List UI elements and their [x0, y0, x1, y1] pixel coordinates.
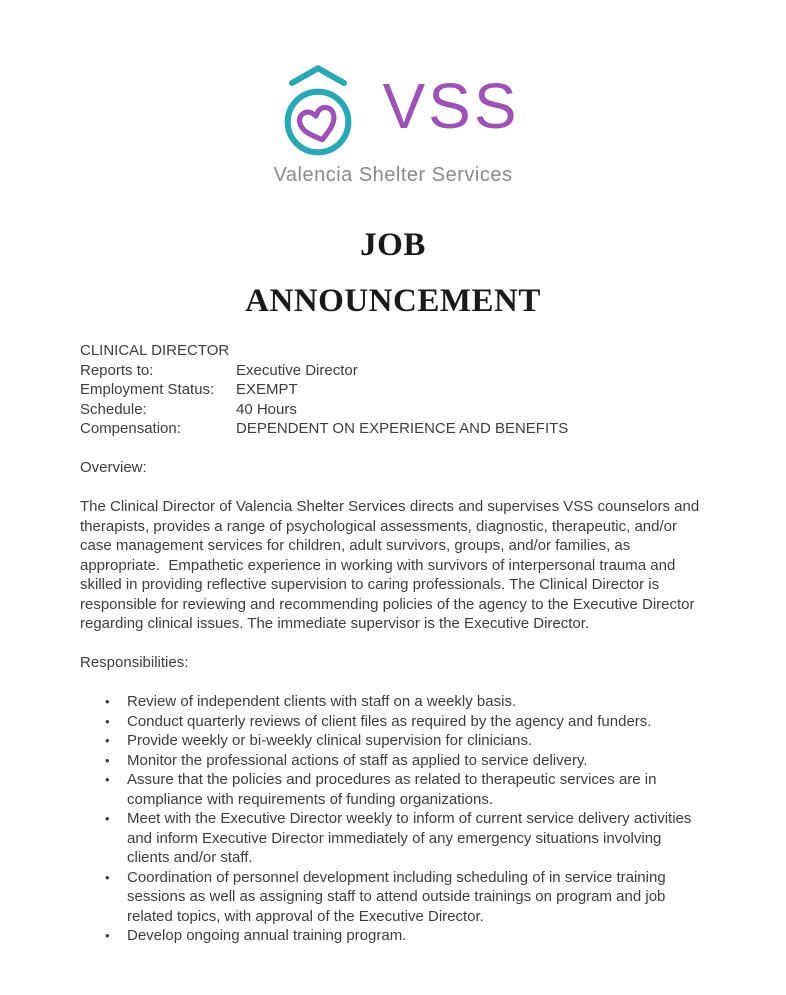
bullet-icon: •: [105, 752, 110, 768]
detail-label: Schedule:: [80, 400, 147, 418]
list-item: [105, 751, 706, 771]
circle-icon: [288, 92, 349, 153]
vss-logo: [80, 60, 706, 187]
detail-value: Executive Director: [236, 361, 358, 379]
detail-row-schedule: [80, 400, 706, 420]
overview-heading: Overview:: [80, 459, 147, 476]
position-title: CLINICAL DIRECTOR: [80, 342, 230, 359]
detail-value: EXEMPT: [236, 381, 298, 398]
heart-icon: [298, 106, 339, 144]
list-item-text: Coordination of personnel development including scheduling of in service training sessions as well as assigning staff to attend outside trainings on program and job related topics, with approval of the Executive Director.: [127, 868, 666, 925]
list-item-text: Provide weekly or bi-weekly clinical supervision for clinicians.: [127, 732, 533, 749]
bullet-icon: •: [105, 733, 110, 748]
bullet-icon: •: [105, 713, 110, 729]
list-item: [105, 809, 706, 868]
list-item: [105, 926, 706, 946]
list-item: [105, 770, 706, 809]
doc-title-line2: ANNOUNCEMENT: [245, 283, 541, 319]
detail-row-reports-to: [80, 361, 706, 381]
responsibilities-list: [80, 692, 706, 946]
logo-acronym: VSS: [382, 70, 520, 142]
detail-value: DEPENDENT ON EXPERIENCE AND BENEFITS: [236, 420, 569, 437]
bullet-icon: •: [105, 811, 110, 826]
detail-row-employment-status: [80, 380, 706, 400]
responsibilities-heading: Responsibilities:: [80, 654, 189, 671]
detail-value: 40 Hours: [236, 400, 297, 418]
detail-label: Compensation:: [80, 420, 181, 437]
job-details: [80, 361, 706, 439]
bullet-icon: •: [105, 772, 110, 787]
list-item: [105, 692, 706, 712]
overview-paragraph: The Clinical Director of Valencia Shelter Services directs and supervises VSS counselors and therapists, provides a range of psychological assessments, diagnostic, therapeutic, and/or case management services for children, adult survivors, groups, and/or families, as appropriate. Empathetic experience in working with survivors of interpersonal trauma and skilled in providing reflective supervision to caring professionals. The Clinical Director is responsible for reviewing and recommending policies of the agency to the Executive Director regarding clinical issues. The immediate supervisor is the Executive Director.: [80, 498, 704, 632]
list-item-text: Develop ongoing annual training program.: [127, 927, 407, 944]
list-item-text: Review of independent clients with staff on a weekly basis.: [127, 693, 517, 710]
detail-label: Employment Status:: [80, 381, 215, 398]
doc-title-line1: JOB: [360, 227, 426, 263]
logo-row: [266, 60, 519, 158]
list-item: [105, 731, 706, 751]
list-item: [105, 712, 706, 732]
detail-label: Reports to:: [80, 361, 154, 379]
list-item-text: Conduct quarterly reviews of client files as required by the agency and funders.: [127, 712, 652, 730]
vss-logo-icon: [266, 60, 370, 158]
bullet-icon: •: [105, 928, 110, 943]
list-item-text: Meet with the Executive Director weekly to inform of current service delivery activities and inform Executive Director immediately of any emergency situations involving clients and/or staff.: [127, 810, 692, 866]
list-item-text: Monitor the professional actions of staff as applied to service delivery.: [127, 751, 588, 769]
bullet-icon: •: [105, 694, 110, 709]
detail-row-compensation: [80, 419, 706, 439]
house-roof-icon: [292, 68, 344, 83]
bullet-icon: •: [105, 869, 110, 885]
logo-tagline: Valencia Shelter Services: [273, 164, 513, 186]
list-item: [105, 868, 706, 927]
list-item-text: Assure that the policies and procedures as related to therapeutic services are in compliance with requirements of funding organizations.: [127, 771, 657, 808]
